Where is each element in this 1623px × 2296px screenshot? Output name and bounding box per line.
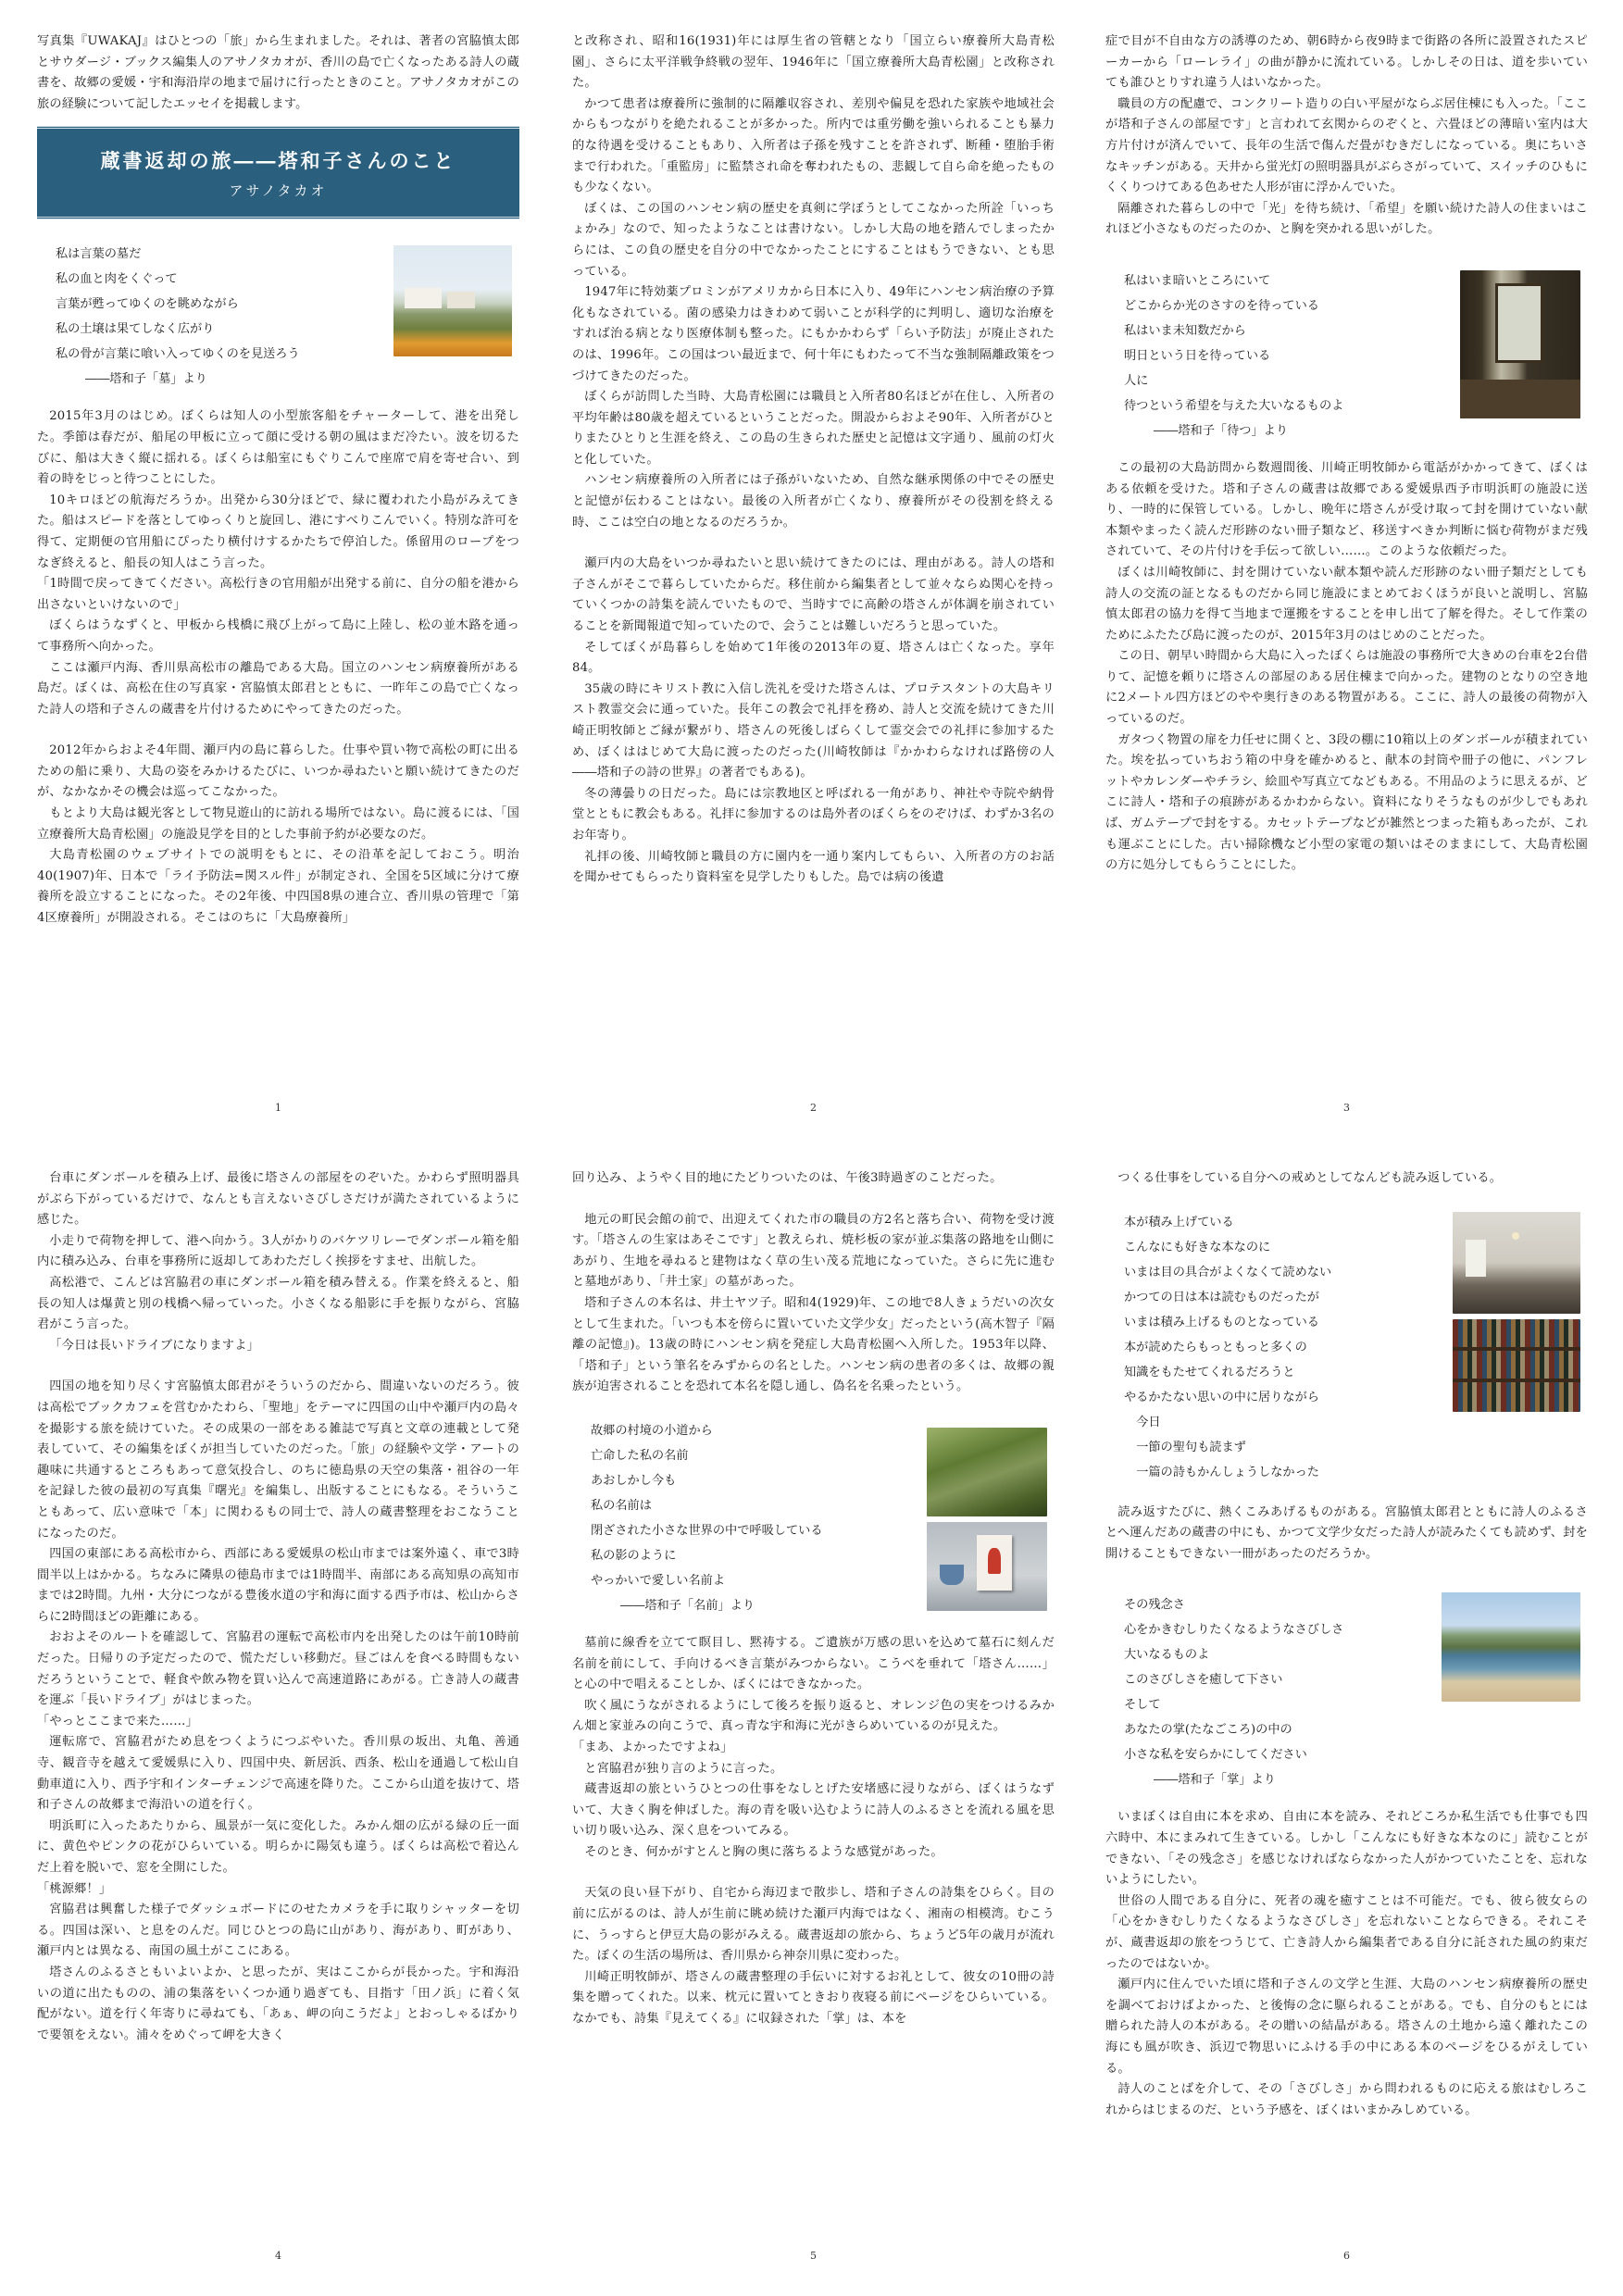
- poem-line: 私はいま未知数だから: [1124, 323, 1246, 338]
- poem-line: その残念さ: [1124, 1598, 1185, 1613]
- essay-title: 蔵書返却の旅――塔和子さんのこと: [100, 149, 456, 173]
- poem-line: 私の土壌は果てしなく広がり: [56, 322, 215, 337]
- paragraph: もとより大島は観光客として物見遊山的に訪れる場所ではない。島に渡るには、「国立療養所大島青松園」の施設見学を目的とした事前予約が必要なのだ。: [37, 806, 519, 842]
- paragraph: いまぼくは自由に本を求め、自由に本を読み、それどころか私生活でも仕事でも四六時中、本にまみれて生きている。しかし「こんなにも好きな本なのに」読むことができない、「その残念さ」を感じなければならなかった人がかつていたことを、忘れないようにしたい。: [1105, 1810, 1588, 1888]
- paragraph: 高松港で、こんどは宮脇君の車にダンボール箱を積み替える。作業を終えると、船長の知人は爆黄と別の桟橋へ帰っていった。小さくなる船影に手を振りながら、宮脇君がこう言った。: [37, 1275, 519, 1332]
- paragraph: と宮脇君が独り言のように言った。: [584, 1761, 783, 1776]
- poem-line: いまは目の具合がよくなくて読めない: [1124, 1265, 1332, 1279]
- paragraph: 世俗の人間である自分に、死者の魂を癒すことは不可能だ。でも、彼ら彼女らの「心をかきむしりたくなるようなさびしさ」を忘れないことならできる。それこそが、蔵書返却の旅をつうじて、亡き詩人から編集者である自分に託された風の約束だったのではないか。: [1105, 1893, 1588, 1971]
- paragraph: 2015年3月のはじめ。ぼくらは知人の小型旅客船をチャーターして、港を出発した。季節は春だが、船尾の甲板に立って顔に受ける朝の風はまだ冷たい。波を切るたびに、船は大きく縦に揺れる。ぼくらは船室にもぐりこんで座席で肩を寄せ合い、到着の時をじっと待つことにした。: [37, 409, 519, 487]
- poem-line: 大いなるものよ: [1124, 1648, 1210, 1663]
- paragraph: 運転席で、宮脇君がため息をつくようにつぶやいた。香川県の坂出、丸亀、善通寺、観音寺を越えて愛媛県に入り、四国中央、新居浜、西条、松山を通過して松山自動車道に入り、西予宇和インターチェンジで高速を降りた。ここから山道を抜けて、塔和子さんの故郷まで海沿いの道を行く。: [37, 1735, 519, 1813]
- page-number: 1: [275, 1102, 281, 1114]
- poem-citation: ――塔和子「待つ」より: [1154, 423, 1289, 438]
- page-number: 2: [810, 1102, 817, 1114]
- paragraph: 瀬戸内の大島をいつか尋ねたいと思い続けてきたのには、理由がある。詩人の塔和子さんがそこで暮らしていたからだ。移住前から編集者として並々ならぬ関心を持っていくつかの詩集を読んでいたもので、当時すでに高齢の塔さんが体調を崩されていることを新聞報道で知っていたので、会うことは難しいだろうと思っていた。: [572, 556, 1055, 634]
- poem-line: 亡命した私の名前: [591, 1448, 689, 1463]
- essay-author: アサノタカオ: [229, 182, 328, 200]
- paragraph: 冬の薄曇りの日だった。島には宗教地区と呼ばれる一角があり、神社や寺院や納骨堂とともに教会もある。礼拝に参加するのは島外者のぼくらをのぞけば、わずか3名のお年寄り。: [572, 786, 1055, 842]
- paragraph: 35歳の時にキリスト教に入信し洗礼を受けた塔さんは、プロテスタントの大島キリスト教霊交会に通っていた。長年この教会で礼拝を務め、詩人と交流を続けてきた川崎正明牧師とご縁が繋がり、塔さんの死後しばらくして霊交会での礼拝に参加するため、ぼくははじめて大島に渡ったのだった(川崎牧師は『かかわらなければ路傍の人――塔和子の詩の世界』の著者でもある)。: [572, 681, 1055, 780]
- paragraph: 宮脇君は興奮した様子でダッシュボードにのせたカメラを手に取りシャッターを切る。四国は深い、と息をのんだ。同じひとつの島に山があり、海があり、町があり、瀬戸内とは異なる、南国の風土がここにある。: [37, 1903, 519, 1959]
- page-6: [1105, 1168, 1588, 2121]
- paragraph: 10キロほどの航海だろうか。出発から30分ほどで、緑に覆われた小島がみえてきた。船はスピードを落としてゆっくりと旋回し、港にすべりこんでいく。特別な許可を得て、定期便の官用船にぴったり横付けするかたちで停泊した。係留用のロープをつなぎ終えると、船長の知人はこう言った。: [37, 493, 519, 570]
- page-2: [572, 31, 1055, 889]
- garden-photo: [927, 1428, 1047, 1516]
- paragraph: 回り込み、ようやく目的地にたどりついたのは、午後3時過ぎのことだった。: [572, 1171, 1003, 1185]
- poem-line: 人に: [1124, 373, 1149, 388]
- poem-line: あなたの掌(たなごころ)の中の: [1124, 1723, 1292, 1738]
- poem-citation: ――塔和子「掌」より: [1154, 1773, 1276, 1788]
- paragraph: ハンセン病療養所の入所者には子孫がいないため、自然な継承関係の中でその歴史と記憶が伝わることはない。最後の入所者が亡くなり、療養所がその役割を終える時、ここは空白の地となるのだろうか。: [572, 473, 1055, 530]
- paragraph: 塔和子さんの本名は、井土ヤツ子。昭和4(1929)年、この地で8人きょうだいの次女として生まれた。「いつも本を傍らに置いていた文学少女」だったという(高木智子『隔離の記憶』)。13歳の時にハンセン病を発症し大島青松園へ入所した。1953年以降、「塔和子」という筆名をみずからの名とした。ハンセン病の患者の多くは、故郷の親族が迫害されることを恐れて本名を隠し通し、偽名を名乗ったという。: [572, 1295, 1055, 1394]
- page-1: [37, 31, 519, 930]
- paragraph: ここは瀬戸内海、香川県高松市の離島である大島。国立のハンセン病療養所がある島だ。ぼくは、高松在住の写真家・宮脇慎太郎君とともに、一昨年この島で亡くなった詩人の塔和子さんの蔵書を片付けるためにやってきたのだった。: [37, 660, 519, 717]
- paragraph: ぼくらはうなずくと、甲板から桟橋に飛び上がって島に上陸し、松の並木路を通って事務所へ向かった。: [37, 618, 519, 654]
- paragraph: ぼくは、この国のハンセン病の歴史を真剣に学ぼうとしてこなかった所詮「いっちょかみ」なので、知ったようなことは書けない。しかし大島の地を踏んでしまったからには、この負の歴史を自分の中でなかったことにすることはもうできない、とも思っている。: [572, 201, 1055, 279]
- page-number: 3: [1343, 1102, 1350, 1114]
- poem-line: 私はいま暗いところにいて: [1124, 273, 1271, 288]
- paragraph: 「1時間で戻ってきてください。高松行きの官用船が出発する前に、自分の船を港から出さないといけないので」: [37, 577, 519, 612]
- page-number: 5: [810, 2250, 817, 2262]
- poem-line: やっかいで愛しい名前よ: [591, 1573, 726, 1588]
- paragraph: この日、朝早い時間から大島に入ったぼくらは施設の事務所で大きめの台車を2台借りて、記憶を頼りに塔さんの部屋のある居住棟まで向かった。建物のとなりの空き地に2メートル四方ほどのやや奥行きのある物置がある。ここに、詩人の最後の荷物が入っているのだ。: [1105, 649, 1588, 727]
- paragraph: 症で目が不自由な方の誘導のため、朝6時から夜9時まで街路の各所に設置されたスピーカーから「ローレライ」の曲が静かに流れている。しかしその日は、道を歩いていても誰ひとりすれ違う人はいなかった。: [1105, 34, 1588, 91]
- paragraph: 読み返すたびに、熱くこみあげるものがある。宮脇慎太郎君とともに詩人のふるさとへ運んだあの蔵書の中にも、かつて文学少女だった詩人が読みたくても読めず、封を開けることもできない一冊があったのだろうか。: [1105, 1504, 1588, 1561]
- paragraph: ぼくらが訪問した当時、大島青松園には職員と入所者80名ほどが在住し、入所者の平均年齢は80歳を超えているということだった。開設からおよそ90年、入所者がひとりまたひとりと生涯を終え、この島の生きられた歴史と記憶は文字通り、風前の灯火と化していた。: [572, 390, 1055, 467]
- paragraph: この最初の大島訪問から数週間後、川崎正明牧師から電話がかかってきて、ぼくはある依頼を受けた。塔和子さんの蔵書は故郷である愛媛県西予市明浜町の施設に送り、一時的に保管している。しかし、晩年に塔さんが受け取って封を開けていない献本類やまったく読んだ形跡のない冊子類など、移送すべきか判断に悩む荷物がまだ残されていて、その片付けを手伝って欲しい……。このような依頼だった。: [1105, 460, 1588, 559]
- harbor-photo: [393, 245, 512, 356]
- paragraph: 1947年に特効薬プロミンがアメリカから日本に入り、49年にハンセン病治療の予算化もなされている。菌の感染力はきわめて弱いことが科学的に判明し、適切な治療をすれば治る病となり医療体制も整った。にもかかわらず「らい予防法」が廃止されたのは、1996年。この国はつい最近まで、何十年にもわたって不当な強制隔離政策をつづけてきたのだった。: [572, 285, 1055, 383]
- poem-line: そして: [1124, 1698, 1161, 1713]
- paragraph: 瀬戸内に住んでいた頃に塔和子さんの文学と生涯、大島のハンセン病療養所の歴史を調べておけばよかった、と後悔の念に駆られることがある。でも、自分のもとには贈られた詩人の本がある。その贈いの結晶がある。塔さんの土地から遠く離れたこの海にも風が吹き、浜辺で物思いにふける手の中にある本のページをひるがえしている。: [1105, 1978, 1588, 2076]
- page-number: 6: [1343, 2250, 1350, 2262]
- hall-photo: [1453, 1212, 1580, 1314]
- poem-line: 私の骨が言葉に喰い入ってゆくのを見送ろう: [56, 347, 300, 362]
- paragraph: 礼拝の後、川崎牧師と職員の方に園内を一通り案内してもらい、入所者の方のお話を聞かせてもらったり資料室を見学したりもした。島では病の後遺: [572, 849, 1055, 885]
- poem-line: 私の血と肉をくぐって: [56, 272, 178, 287]
- page-5: [572, 1168, 1055, 2030]
- paragraph: 吹く風にうながされるようにして後ろを振り返ると、オレンジ色の実をつけるみかん畑と家並みの向こうで、真っ青な宇和海に光がきらめいているのが見えた。: [572, 1698, 1055, 1734]
- poem-line: 私は言葉の墓だ: [56, 247, 142, 262]
- poem-haka: [37, 242, 519, 392]
- paragraph: 四国の地を知り尽くす宮脇慎太郎君がそういうのだから、間違いないのだろう。彼は高松でブックカフェを営むかたわら、「聖地」をテーマに四国の山中や瀬戸内の島々を撮影する旅を続けていた。その成果の一部をある雑誌で写真と文章の連載として発表していて、その編集をぼくが担当していたのだった。「旅」の経験や文学・アートの趣味に共通するところもあって意気投合し、のちに徳島県の天空の集落・祖谷の一年を記録した彼の最初の写真集『曙光』を編集し、出版することにもなる。そういうこともあって、広い意味で「本」に関わるもの同士で、詩人の蔵書整理をおこなうことになったのだ。: [37, 1379, 519, 1541]
- page-number: 4: [275, 2250, 281, 2262]
- poem-line: 故郷の村境の小道から: [591, 1423, 713, 1438]
- poem-line: やるかたない思いの中に居りながら: [1124, 1390, 1319, 1404]
- intro-text: 写真集『UWAKAJ』はひとつの「旅」から生まれました。それは、著者の宮脇慎太郎とサウダージ・ブックス編集人のアサノタカオが、香川の島で亡くなったある詩人の蔵書を、故郷の愛媛・宇和海沿岸の地まで届けに行ったときのこと。アサノタカオがこの旅の経験について記したエッセイを掲載します。: [37, 34, 519, 111]
- poem-line: いまは積み上げるものとなっている: [1124, 1315, 1319, 1329]
- poem-line: 一節の聖句も読まず: [1124, 1440, 1246, 1454]
- paragraph: 職員の方の配慮で、コンクリート造りの白い平屋がならぶ居住棟にも入った。「ここが塔和子さんの部屋です」と言われて玄関からのぞくと、六畳ほどの薄暗い室内は大方片付けが済んでいて、長年の生活で傷んだ畳がむきだしになっている。奥にちいさなキッチンがある。天井から蛍光灯の照明器具がぶらさがっていて、スイッチのひもにくくりつけてある色あせた人形が宙に浮かんでいた。: [1105, 96, 1588, 195]
- poem-line: 本が積み上げている: [1124, 1215, 1234, 1229]
- paragraph: 天気の良い昼下がり、自宅から海辺まで散歩し、塔和子さんの詩集をひらく。目の前に広がるのは、詩人が生前に眺め続けた瀬戸内海ではなく、湘南の相模湾。むこうに、うっすらと伊豆大島の影がみえる。蔵書返却の旅から、ちょうど5年の歳月が流れた。ぼくの生活の場所は、香川県から神奈川県に変わった。: [572, 1886, 1055, 1964]
- poem-line: 私の影のように: [591, 1548, 677, 1563]
- paragraph: と改称され、昭和16(1931)年には厚生省の管轄となり「国立らい療養所大島青松園」、さらに太平洋戦争終戦の翌年、1946年に「国立療養所大島青松園」と改称された。: [572, 34, 1055, 91]
- poem-line: こんなにも好きな本なのに: [1124, 1240, 1271, 1254]
- poem-citation: ――塔和子「墓」より: [85, 372, 207, 387]
- paragraph: 台車にダンボールを積み上げ、最後に塔さんの部屋をのぞいた。かわらず照明器具がぶら下がっているだけで、なんとも言えないさびしさだけが満たされているように感じた。: [37, 1171, 519, 1228]
- beach-photo: [1442, 1592, 1580, 1702]
- paragraph: 隔離された暮らしの中で「光」を待ち続け、「希望」を願い続けた詩人の住まいはこれほど小さなものだったのか、と胸を突かれる思いがした。: [1105, 201, 1588, 237]
- paragraph: ぼくは川崎牧師に、封を開けていない献本類や読んだ形跡のない冊子類だとしても詩人の交流の証となるものだから同じ施設にまとめておくほうが良いと説明し、宮脇慎太郎君の協力を得て当地まで運搬をすることを申し出て了解を得た。そして作業のためにふたたび島に渡ったのが、2015年3月のはじめのことだった。: [1105, 565, 1588, 643]
- poem-tanagokoro-2: [1105, 1592, 1588, 1792]
- poem-line: あおしかし今も: [591, 1473, 677, 1488]
- poem-line: かつての日は本は読むものだったが: [1124, 1290, 1319, 1304]
- poem-line: 小さな私を安らかにしてください: [1124, 1748, 1307, 1763]
- paragraph: つくる仕事をしている自分への戒めとしてなんども読み返している。: [1117, 1171, 1503, 1185]
- poem-line: 一篇の詩もかんしょうしなかった: [1124, 1465, 1319, 1479]
- poem-line: 知識をもたせてくれるだろうと: [1124, 1365, 1295, 1379]
- book-photo: [927, 1522, 1047, 1611]
- poem-tanagokoro-1: [1105, 1210, 1588, 1488]
- paragraph: 墓前に線香を立てて瞑目し、黙祷する。ご遺族が万感の思いを込めて墓石に刻んだ名前を前にして、手向けるべき言葉がみつからない。こうべを垂れて「塔さん……」と心の中で唱えることしか、ぼくにはできなかった。: [572, 1635, 1055, 1692]
- paragraph: 「今日は長いドライブになりますよ」: [49, 1338, 259, 1353]
- poem-line: どこからか光のさすのを待っている: [1124, 298, 1319, 313]
- paragraph: 大島青松園のウェブサイトでの説明をもとに、その沿革を記しておこう。明治40(1907)年、日本で「ライ予防法=関スル件」が制定され、全国を5区域に分けて療養所を設立することになった。その2年後、中四国8県の連合立、香川県の管理で「第4区療養所」が開設される。そこはのちに「大島療養所」: [37, 848, 519, 926]
- poem-line: 待つという希望を与えた大いなるものよ: [1124, 398, 1344, 413]
- room-photo: [1460, 270, 1580, 418]
- paragraph: 詩人のことばを介して、その「さびしさ」から問われるものに応える旅はむしろこれからはじまるのだ、という予感を、ぼくはいまかみしめている。: [1105, 2082, 1588, 2117]
- paragraph: そのとき、何かがすとんと胸の奥に落ちるような感覚があった。: [584, 1844, 943, 1859]
- poem-line: 心をかきむしりたくなるようなさびしさ: [1124, 1623, 1344, 1638]
- poem-line: 閉ざされた小さな世界の中で呼吸している: [591, 1523, 823, 1538]
- paragraph: おおよそのルートを確認して、宮脇君の運転で高松市内を出発したのは午前10時前だった。日帰りの予定だったので、慌ただしい移動だ。昼ごはんを食べる時間もないだろうということで、軽食や飲み物を買い込んで高速道路にあがる。亡き詩人の蔵書を運ぶ「長いドライブ」がはじまった。: [37, 1630, 519, 1708]
- poem-line: このさびしさを癒して下さい: [1124, 1673, 1283, 1688]
- poem-line: 明日という日を待っている: [1124, 348, 1271, 363]
- essay-header: [37, 126, 519, 219]
- paragraph: 小走りで荷物を押して、港へ向かう。3人がかりのバケツリレーでダンボール箱を船内に積み込み、台車を事務所に返却してあわただしく挨拶をすませ、出航した。: [37, 1233, 519, 1269]
- poem-matsu: [1105, 268, 1588, 443]
- poem-line: 言葉が甦ってゆくのを眺めながら: [56, 297, 239, 312]
- paragraph: 「まあ、よかったですよね」: [572, 1740, 733, 1754]
- paragraph: 川崎正明牧師が、塔さんの蔵書整理の手伝いに対するお礼として、彼女の10冊の詩集を贈ってくれた。以来、枕元に置いてときおり夜寝る前にページをひらいている。なかでも、詩集『見えてくる』に収録された「掌」は、本を: [572, 1969, 1055, 2027]
- poem-line: 本が読めたらもっともっと多くの: [1124, 1340, 1307, 1354]
- paragraph: 蔵書返却の旅というひとつの仕事をなしとげた安堵感に浸りながら、ぼくはうなずいて、大きく胸を伸ばした。海の青を吸い込むように詩人のふるさとを流れる風を思い切り吸い込み、深く息をついてみる。: [572, 1782, 1055, 1839]
- bookshelf-photo: [1453, 1319, 1580, 1412]
- paragraph: 地元の町民会館の前で、出迎えてくれた市の職員の方2名と落ち合い、荷物を受け渡す。「塔さんの生家はあそこです」と教えられ、焼杉板の家が並ぶ集落の路地を山側にあがり、生地を尋ねると建物はなく草の生い茂る荒地になっていた。さらに先に進むと墓地があり、「井土家」の墓があった。: [572, 1212, 1055, 1290]
- paragraph: 「桃源郷！」: [37, 1881, 112, 1896]
- paragraph: 「やっとここまで来た……」: [37, 1714, 199, 1728]
- page-3: [1105, 31, 1588, 877]
- paragraph: ガタつく物置の扉を力任せに開くと、3段の棚に10箱以上のダンボールが積まれていた。埃を払っていちおう箱の中身を確かめると、献本の封筒や冊子の他に、パンフレットやカレンダーやチラシ、絵皿や写真立てなどもある。不用品のように思えるが、どこに詩人・塔和子の痕跡があるかわからない。資料になりそうなものが少しでもあれば、ガムテープで封をする。カセットテープなどが雑然とつまった箱もあったが、これも運ぶことにした。古い掃除機など小型の家電の類いはそのままにして、大島青松園の方に処分してもらうことにした。: [1105, 732, 1588, 873]
- paragraph: 四国の東部にある高松市から、西部にある愛媛県の松山市までは案外遠く、車で3時間半以上はかかる。ちなみに隣県の徳島市までは1時間半、南部にある高知県の高知市までは2時間。九州・大分につながる豊後水道の宇和海に面する西予市は、松山からさらに2時間ほどの距離にある。: [37, 1547, 519, 1624]
- poem-citation: ――塔和子「名前」より: [620, 1598, 755, 1613]
- poem-namae: [572, 1418, 1055, 1618]
- paragraph: 明浜町に入ったあたりから、風景が一気に変化した。みかん畑の広がる緑の丘一面に、黄色やピンクの花がひらいている。明らかに陽気も違う。ぼくらは高松で着込んだ上着を脱いで、窓を全開にした。: [37, 1818, 519, 1875]
- paragraph: かつて患者は療養所に強制的に隔離収容され、差別や偏見を恐れた家族や地域社会からもつながりを絶たれることが多かった。所内では重労働を強いられることも暴力的な待遇を受けることもあり、入所者は子孫を残すことを許されず、断種・堕胎手術まで行われた。「重監房」に監禁され命を奪われたもの、悲観して自ら命を絶ったものも少なくない。: [572, 96, 1055, 195]
- poem-line: 今日: [1124, 1415, 1161, 1429]
- paragraph: そしてぼくが島暮らしを始めて1年後の2013年の夏、塔さんは亡くなった。享年84。: [572, 640, 1055, 676]
- poem-line: 私の名前は: [591, 1498, 652, 1513]
- page-4: [37, 1168, 519, 2046]
- paragraph: 塔さんのふるさともいよいよか、と思ったが、実はここからが長かった。宇和海沿いの道に出たものの、浦の集落をいくつか通り過ぎても、目指す「田ノ浜」に着く気配がない。道を行く年寄りに尋ねても、「あぁ、岬の向こうだよ」とおっしゃるばかりで要領をえない。浦々をめぐって岬を大きく: [37, 1965, 519, 2042]
- paragraph: 2012年からおよそ4年間、瀬戸内の島に暮らした。仕事や買い物で高松の町に出るための船に乗り、大島の姿をみかけるたびに、いつか尋ねたいと願い続けてきたのだが、なかなかその機会は巡ってこなかった。: [37, 743, 519, 800]
